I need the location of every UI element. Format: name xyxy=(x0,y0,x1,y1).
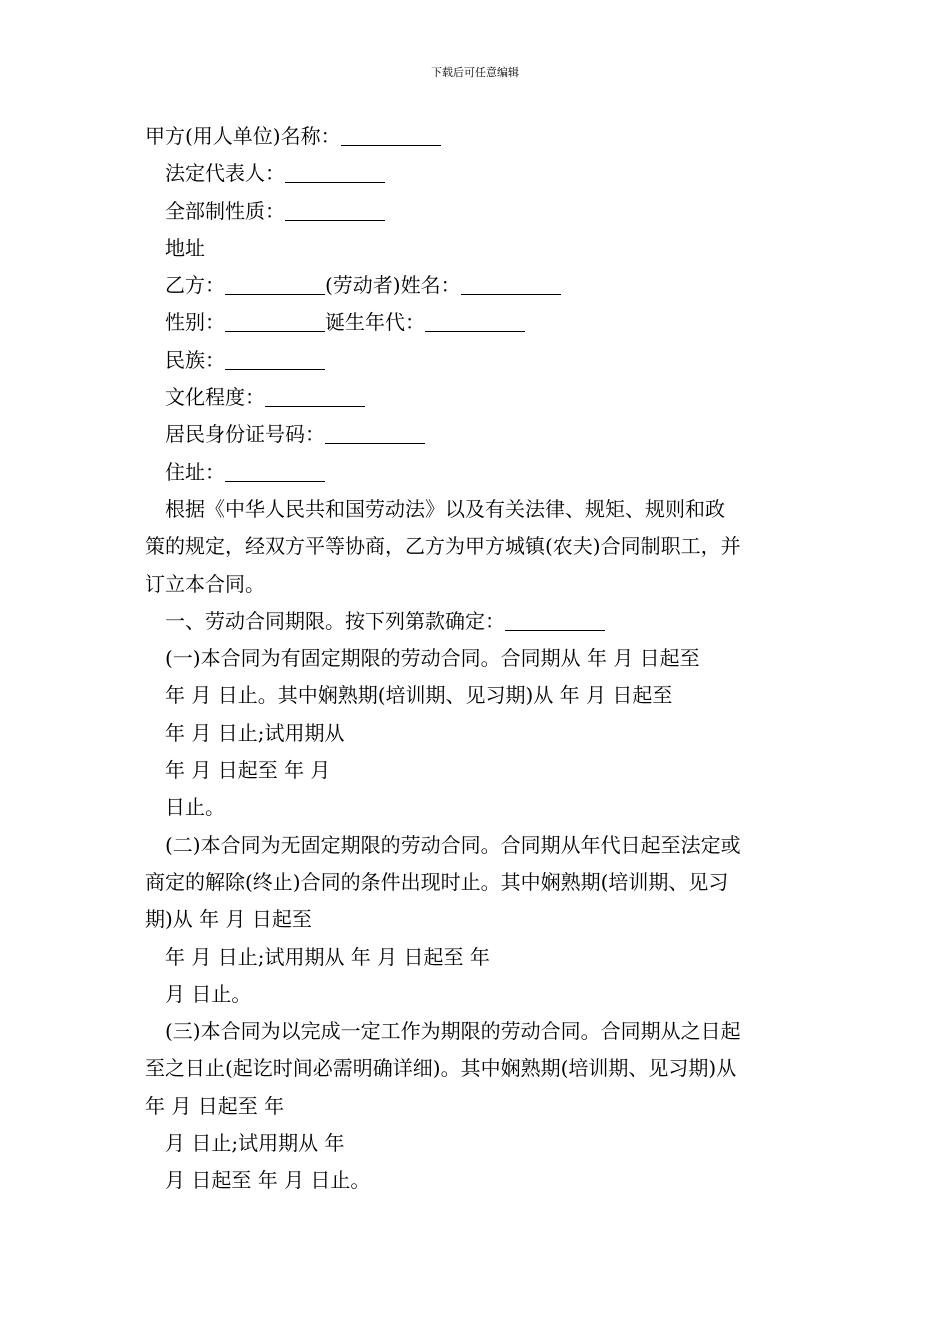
item3-line-2: 至之日止(起讫时间必需明确详细)。其中娴熟期(培训期、见习期)从 xyxy=(145,1056,737,1081)
ownership-line xyxy=(145,193,810,230)
preamble-line-3: 订立本合同。 xyxy=(145,571,265,596)
preamble-line-2: 策的规定，经双方平等协商，乙方为甲方城镇(农夫)合同制职工，并 xyxy=(145,534,741,559)
item1-line-1: (一)本合同为有固定期限的劳动合同。合同期从 年 月 日起至 xyxy=(165,646,700,671)
id-number-blank xyxy=(325,425,425,444)
item3-line-4: 月 日止;试用期从 年 xyxy=(165,1131,345,1156)
item1-line-5: 日止。 xyxy=(165,795,225,820)
worker-name-blank xyxy=(461,276,561,295)
id-number-line xyxy=(145,416,810,453)
gender-label: 性别： xyxy=(165,310,225,335)
gender-blank xyxy=(225,313,325,332)
party-b-label: 乙方： xyxy=(165,273,225,298)
ethnicity-label: 民族： xyxy=(165,347,225,372)
legal-rep-blank xyxy=(285,164,385,183)
gender-line xyxy=(145,304,810,341)
party-b-blank xyxy=(225,276,325,295)
birth-year-label: 诞生年代： xyxy=(325,310,425,335)
residence-label: 住址： xyxy=(165,459,225,484)
item1-line-4: 年 月 日起至 年 月 xyxy=(165,758,331,783)
legal-rep-line xyxy=(145,155,810,192)
item1-line-2: 年 月 日止。其中娴熟期(培训期、见习期)从 年 月 日起至 xyxy=(165,683,673,708)
item2-line-1: (二)本合同为无固定期限的劳动合同。合同期从年代日起至法定或 xyxy=(165,832,741,857)
item3-line-5: 月 日起至 年 月 日止。 xyxy=(165,1168,371,1193)
item2-line-4: 年 月 日止;试用期从 年 月 日起至 年 xyxy=(165,944,490,969)
ownership-blank xyxy=(285,202,385,221)
education-label: 文化程度： xyxy=(165,385,265,410)
item2-line-5: 月 日止。 xyxy=(165,981,252,1006)
section1-title-line xyxy=(145,603,810,640)
id-number-label: 居民身份证号码： xyxy=(165,422,325,447)
party-a-name-blank xyxy=(341,127,441,146)
section1-blank xyxy=(505,612,605,631)
residence-blank xyxy=(225,463,325,482)
item2-line-3: 期)从 年 月 日起至 xyxy=(145,907,312,932)
item3-line-1: (三)本合同为以完成一定工作为期限的劳动合同。合同期从之日起 xyxy=(165,1019,741,1044)
legal-rep-label: 法定代表人： xyxy=(165,161,285,186)
preamble-line-1: 根据《中华人民共和国劳动法》以及有关法律、规矩、规则和政 xyxy=(165,496,725,521)
ownership-label: 全部制性质： xyxy=(165,198,285,223)
party-a-name-line xyxy=(145,118,810,155)
education-blank xyxy=(265,388,365,407)
address-label: 地址 xyxy=(165,235,205,260)
contract-body xyxy=(145,118,810,1200)
education-line xyxy=(145,379,810,416)
ethnicity-line xyxy=(145,342,810,379)
party-a-name-label: 甲方(用人单位)名称： xyxy=(145,124,341,148)
ethnicity-blank xyxy=(225,351,325,370)
worker-name-label: (劳动者)姓名： xyxy=(325,273,461,298)
birth-year-blank xyxy=(425,313,525,332)
page-header: 下载后可任意编辑 xyxy=(431,66,519,79)
section1-title: 一、劳动合同期限。按下列第款确定： xyxy=(165,608,505,633)
item1-line-3: 年 月 日止;试用期从 xyxy=(165,720,345,745)
party-b-line xyxy=(145,267,810,304)
item3-line-3: 年 月 日起至 年 xyxy=(145,1093,285,1118)
item2-line-2: 商定的解除(终止)合同的条件出现时止。其中娴熟期(培训期、见习 xyxy=(145,869,729,894)
address-line xyxy=(145,230,810,267)
residence-line xyxy=(145,454,810,491)
